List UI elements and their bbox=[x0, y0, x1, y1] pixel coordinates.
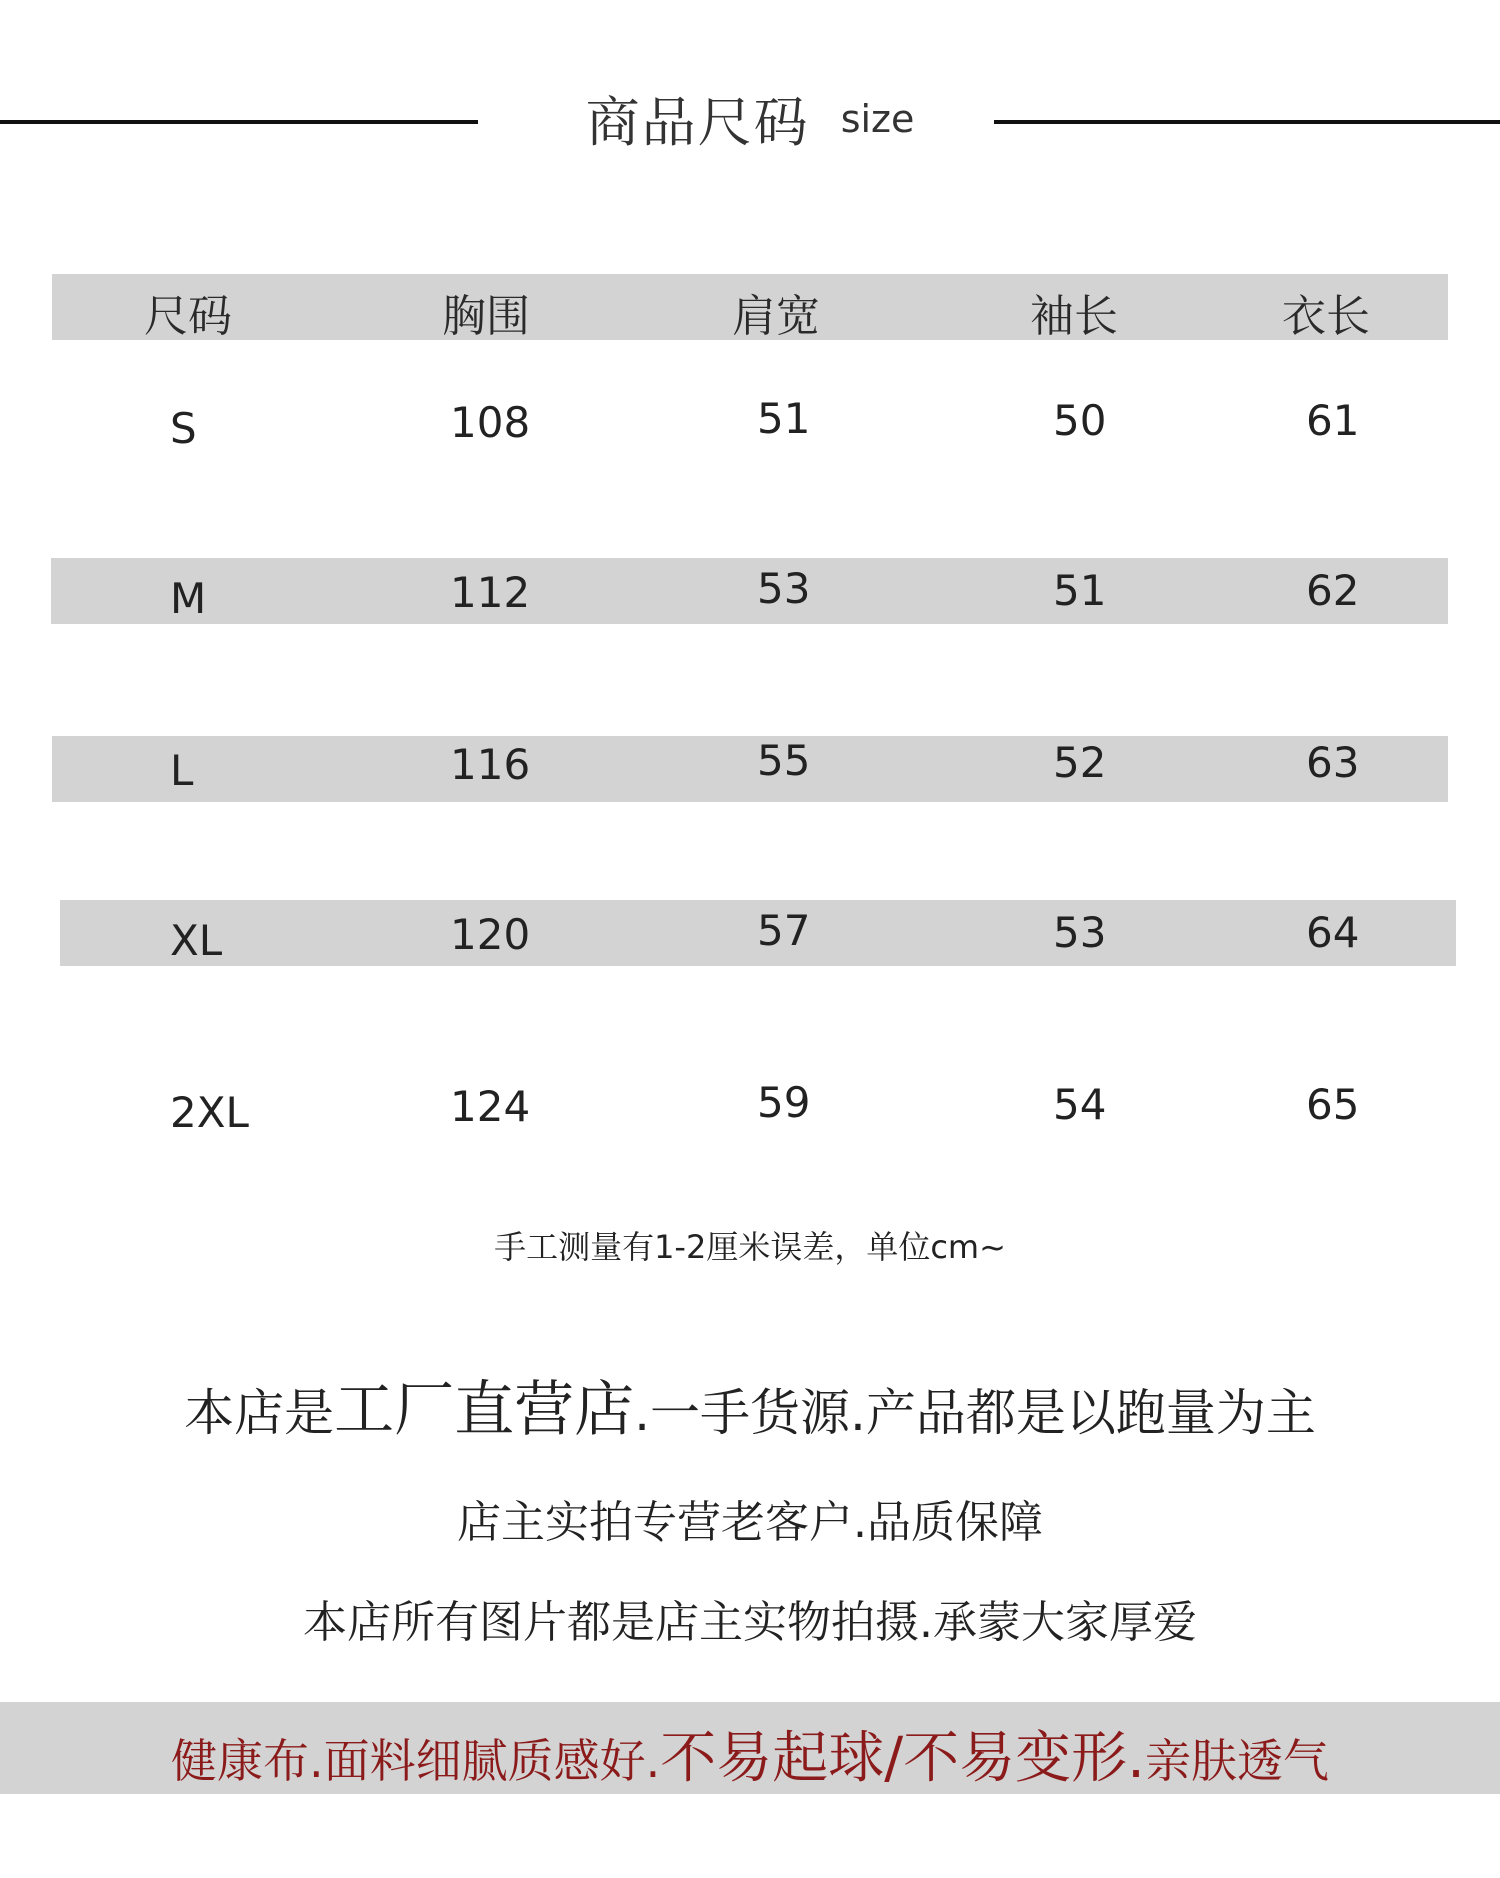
table-header-row bbox=[0, 280, 1500, 360]
footer-part-b: 不易起球/不易变形. bbox=[660, 1726, 1145, 1791]
cell-size: XL bbox=[170, 916, 223, 965]
col-header-sleeve: 袖长 bbox=[1030, 291, 1118, 342]
page-title bbox=[0, 80, 1500, 157]
promo-line-1-c: .一手货源.产品都是以跑量为主 bbox=[634, 1384, 1316, 1442]
cell-size: 2XL bbox=[170, 1088, 249, 1137]
cell-shoulder: 51 bbox=[757, 394, 811, 443]
promo-line-3: 本店所有图片都是店主实物拍摄.承蒙大家厚爱 bbox=[303, 1597, 1197, 1648]
cell-length: 65 bbox=[1306, 1080, 1360, 1129]
cell-length: 61 bbox=[1306, 396, 1360, 445]
cell-sleeve: 52 bbox=[1053, 738, 1107, 787]
cell-length: 62 bbox=[1306, 566, 1360, 615]
footer-part-c: 亲肤透气 bbox=[1144, 1734, 1329, 1788]
table-row bbox=[0, 1078, 1500, 1162]
cell-size: S bbox=[170, 404, 197, 453]
cell-size: M bbox=[170, 574, 207, 623]
cell-chest: 112 bbox=[450, 568, 531, 617]
cell-length: 64 bbox=[1306, 908, 1360, 957]
cell-chest: 124 bbox=[450, 1082, 531, 1131]
table-row bbox=[0, 394, 1500, 478]
measurement-note: 手工测量有1-2厘米误差，单位cm~ bbox=[494, 1228, 1006, 1266]
title-chinese: 商品尺码 bbox=[585, 91, 810, 154]
promo-line-1 bbox=[0, 1362, 1500, 1448]
cell-length: 63 bbox=[1306, 738, 1360, 787]
promo-line-1-b: 工厂直营店 bbox=[334, 1375, 635, 1445]
promo-line-2: 店主实拍专营老客户.品质保障 bbox=[457, 1497, 1043, 1548]
cell-sleeve: 54 bbox=[1053, 1080, 1107, 1129]
col-header-chest: 胸围 bbox=[442, 291, 530, 342]
cell-chest: 120 bbox=[450, 910, 531, 959]
cell-chest: 116 bbox=[450, 740, 531, 789]
cell-shoulder: 53 bbox=[757, 564, 811, 613]
cell-sleeve: 53 bbox=[1053, 908, 1107, 957]
col-header-shoulder: 肩宽 bbox=[732, 291, 820, 342]
col-header-length: 衣长 bbox=[1282, 291, 1370, 342]
cell-shoulder: 57 bbox=[757, 906, 811, 955]
cell-sleeve: 51 bbox=[1053, 566, 1107, 615]
promo-line-1-a: 本店是 bbox=[184, 1384, 335, 1442]
cell-shoulder: 59 bbox=[757, 1078, 811, 1127]
footer-slogan bbox=[0, 1714, 1500, 1794]
title-english: size bbox=[840, 96, 915, 141]
table-row bbox=[0, 736, 1500, 820]
cell-size: L bbox=[170, 746, 194, 795]
cell-chest: 108 bbox=[450, 398, 531, 447]
col-header-size: 尺码 bbox=[144, 291, 232, 342]
cell-sleeve: 50 bbox=[1053, 396, 1107, 445]
footer-part-a: 健康布.面料细腻质感好. bbox=[171, 1734, 661, 1788]
table-row bbox=[0, 906, 1500, 990]
cell-shoulder: 55 bbox=[757, 736, 811, 785]
table-row bbox=[0, 564, 1500, 648]
